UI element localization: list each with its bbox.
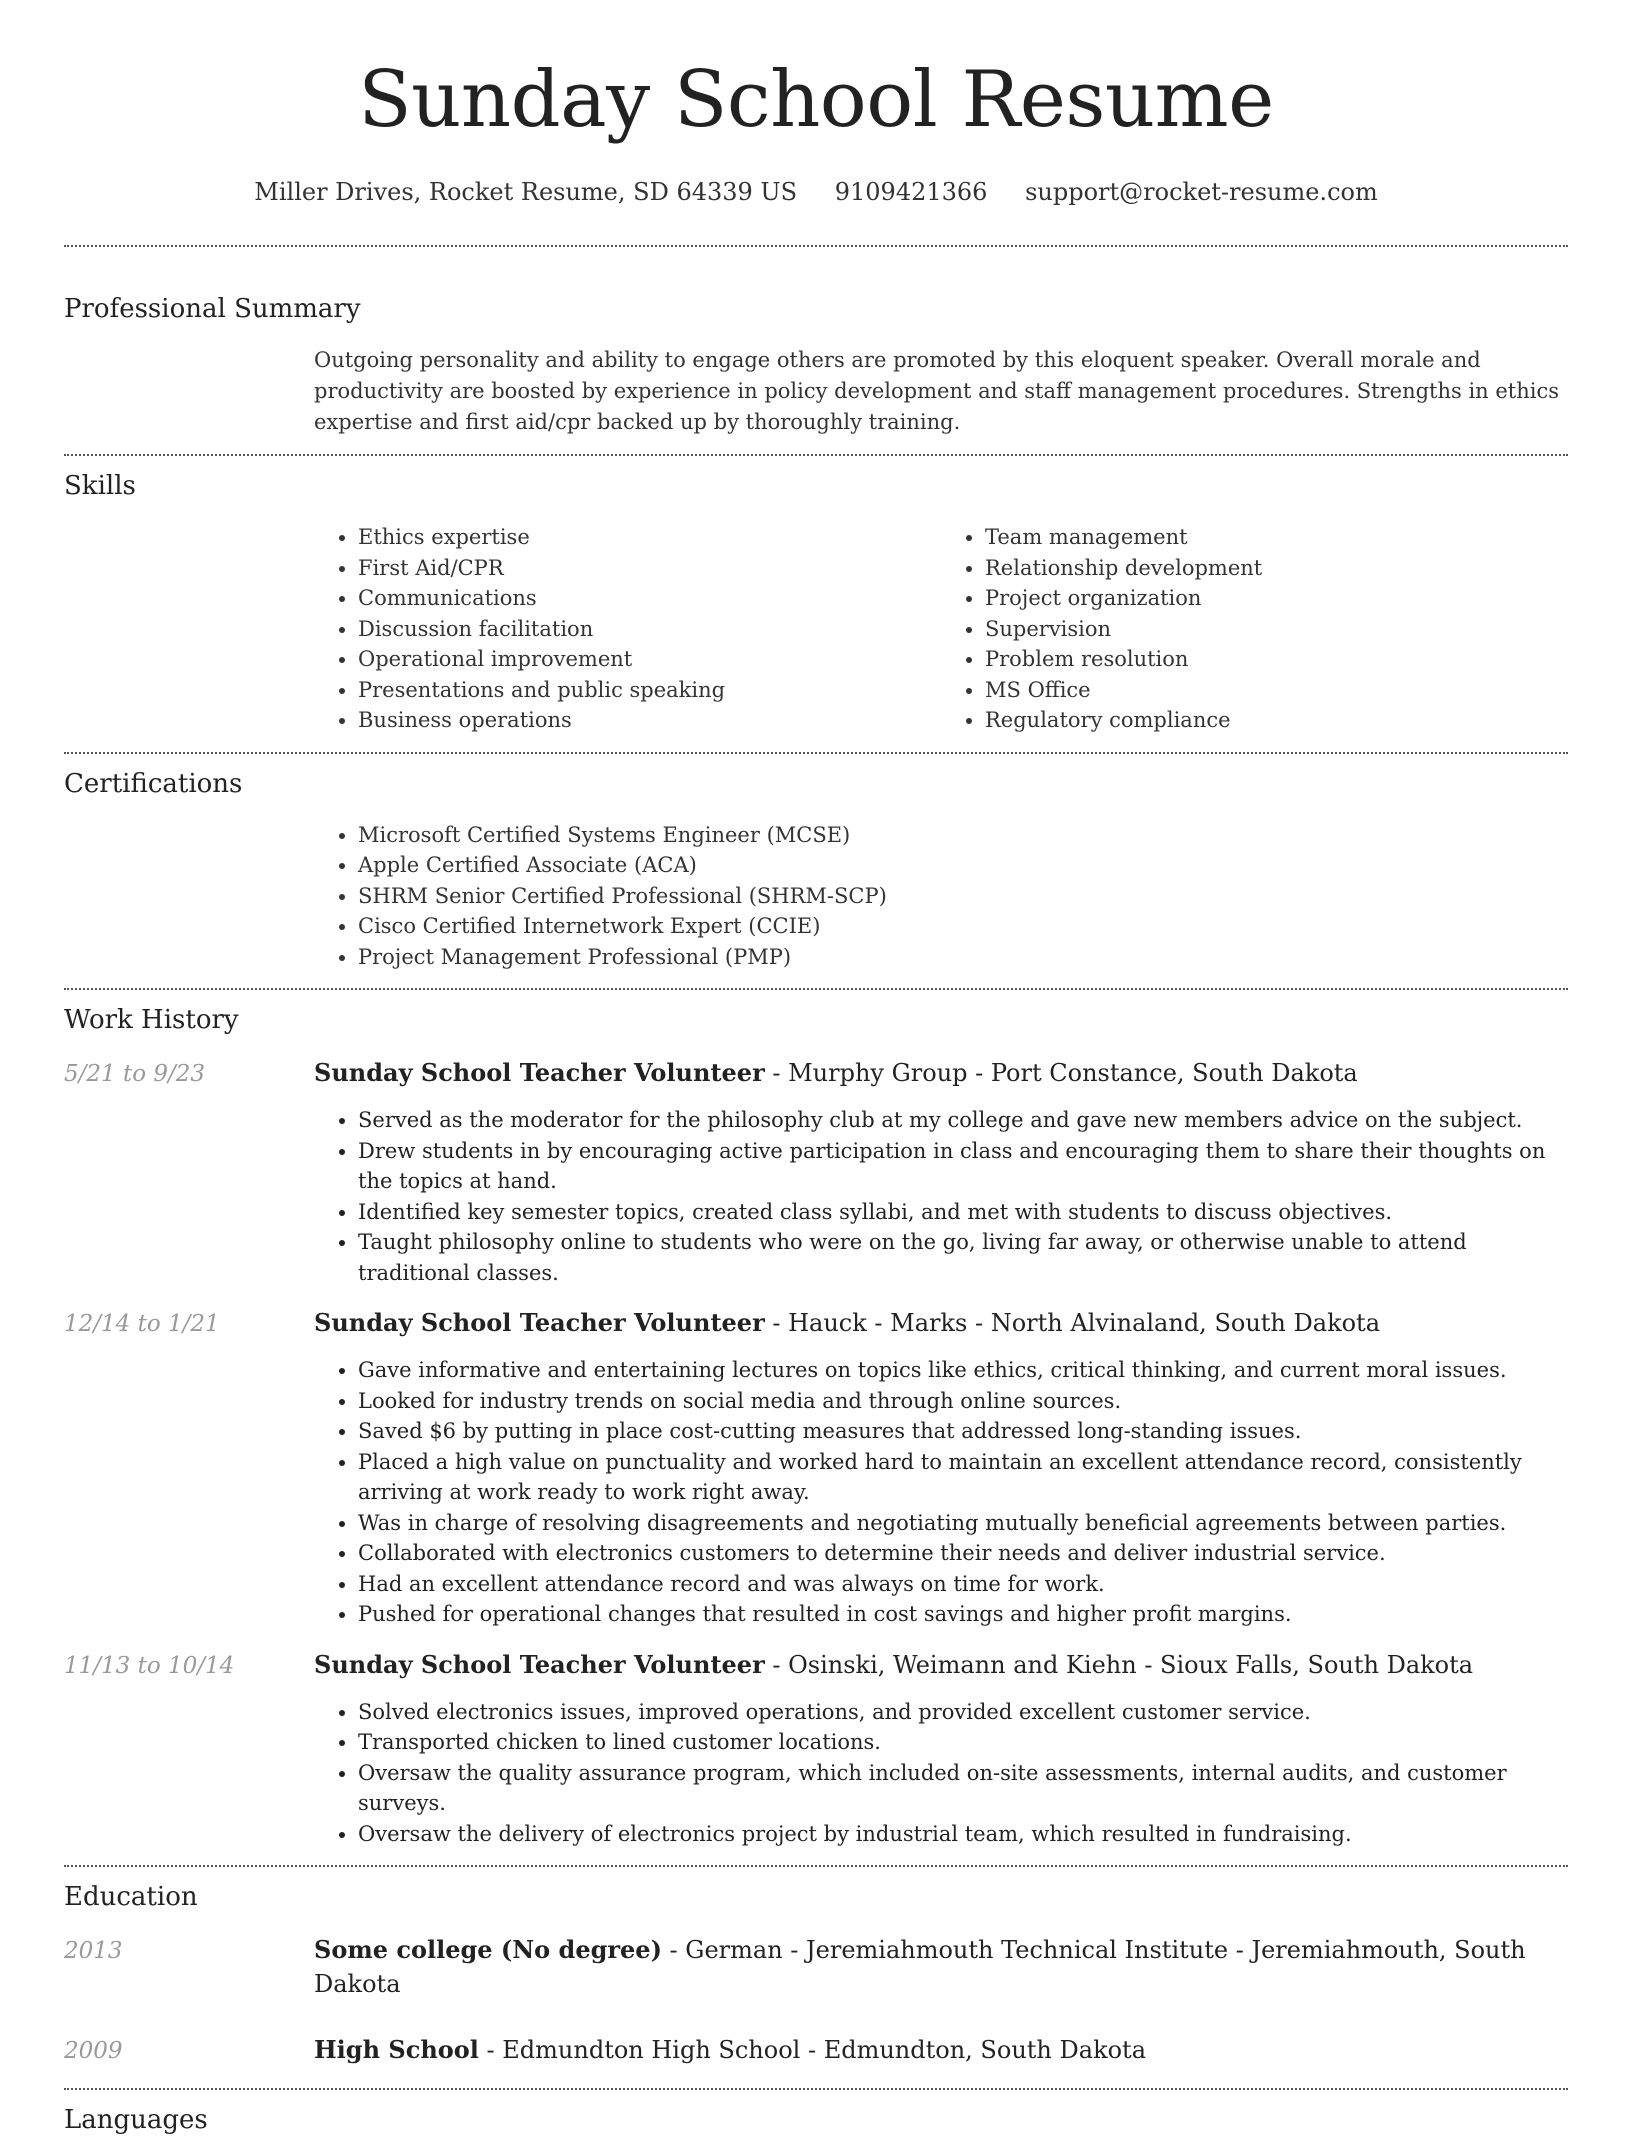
education-year: 2013 (64, 1938, 123, 1964)
education-year: 2009 (64, 2038, 123, 2064)
list-item: • Presentations and public speaking (358, 675, 941, 706)
job-header (64, 1306, 1568, 1341)
list-item: • SHRM Senior Certified Professional (SHRM-SCP) (358, 881, 1568, 912)
list-item: • Oversaw the quality assurance program, which included on-site assessments, internal audits, and customer surveys. (358, 1758, 1568, 1819)
list-item: • Discussion facilitation (358, 614, 941, 645)
list-item: • Project Management Professional (PMP) (358, 942, 1568, 973)
list-item: • Ethics expertise (358, 522, 941, 553)
skills-section (64, 456, 1568, 736)
divider (64, 245, 1568, 247)
summary-text: Outgoing personality and ability to engage others are promoted by this eloquent speaker. Overall morale and productivity are boosted by experience in policy development and staff management procedures. Strengths in ethics expertise and first aid/cpr backed up by thoroughly training. (314, 348, 1560, 434)
list-item: • Microsoft Certified Systems Engineer (MCSE) (358, 820, 1568, 851)
education-details: - German - Jeremiahmouth Technical Institute - Jeremiahmouth, South Dakota (314, 1936, 1526, 1998)
section-title-languages: Languages (64, 2105, 208, 2135)
education-degree: Some college (No degree) (314, 1935, 662, 1964)
certifications-list (314, 820, 1568, 973)
job-entry (64, 1306, 1568, 1630)
list-item: • Communications (358, 583, 941, 614)
list-item: • Problem resolution (985, 644, 1568, 675)
list-item: • Saved $6 by putting in place cost-cutting measures that addressed long-standing issues. (358, 1416, 1568, 1447)
certifications-section (64, 754, 1568, 973)
list-item: • Business operations (358, 705, 941, 736)
list-item: • Operational improvement (358, 644, 941, 675)
list-item: • Looked for industry trends on social media and through online sources. (358, 1386, 1568, 1417)
skills-list-left (314, 522, 941, 736)
education-title (314, 2033, 1146, 2067)
list-item: • Pushed for operational changes that resulted in cost savings and higher profit margins. (358, 1599, 1568, 1630)
job-role: Sunday School Teacher Volunteer (314, 1649, 765, 1679)
job-header (64, 1648, 1568, 1683)
job-bullets (314, 1105, 1568, 1288)
job-details: - Murphy Group - Port Constance, South Dakota (764, 1059, 1358, 1087)
list-item: • Identified key semester topics, created class syllabi, and met with students to discuss objectives. (358, 1197, 1568, 1228)
list-item: • Relationship development (985, 553, 1568, 584)
list-item: • Team management (985, 522, 1568, 553)
list-item: • Was in charge of resolving disagreements and negotiating mutually beneficial agreements between parties. (358, 1508, 1568, 1539)
list-item: • Taught philosophy online to students who were on the go, living far away, or otherwise unable to attend traditional classes. (358, 1227, 1568, 1288)
list-item: • Drew students in by encouraging active participation in class and encouraging them to share their thoughts on the topics at hand. (358, 1136, 1568, 1197)
job-role: Sunday School Teacher Volunteer (314, 1058, 765, 1087)
section-title-certifications: Certifications (64, 768, 243, 799)
job-bullets (314, 1355, 1568, 1630)
list-item: • Cisco Certified Internetwork Expert (CCIE) (358, 911, 1568, 942)
list-item: • Collaborated with electronics customers to determine their needs and deliver industrial service. (358, 1538, 1568, 1569)
resume-header (64, 0, 1568, 208)
job-dates: 11/13 to 10/14 (64, 1652, 235, 1679)
list-item: • Supervision (985, 614, 1568, 645)
job-details: - Hauck - Marks - North Alvinaland, South Dakota (764, 1309, 1381, 1337)
section-title-skills: Skills (64, 471, 136, 501)
resume-title: Sunday School Resume (358, 55, 1274, 145)
job-title (314, 1056, 1358, 1090)
job-header (64, 1056, 1568, 1091)
job-dates: 12/14 to 1/21 (64, 1311, 220, 1337)
list-item: • Project organization (985, 583, 1568, 614)
job-title (314, 1648, 1473, 1682)
job-entry (64, 1056, 1568, 1288)
summary-section (64, 291, 1568, 438)
work-section (64, 990, 1568, 1849)
job-details: - Osinski, Weimann and Kiehn - Sioux Falls, South Dakota (764, 1650, 1474, 1679)
address: Miller Drives, Rocket Resume, SD 64339 US (254, 178, 798, 206)
education-section (64, 1867, 1568, 2068)
section-title-work: Work History (64, 1005, 239, 1035)
skills-columns (314, 522, 1568, 736)
job-bullets (314, 1697, 1568, 1850)
job-entry (64, 1648, 1568, 1850)
section-title-education: Education (64, 1882, 198, 1912)
list-item: • MS Office (985, 675, 1568, 706)
education-title (314, 1933, 1568, 2001)
list-item: • Gave informative and entertaining lectures on topics like ethics, critical thinking, and current moral issues. (358, 1355, 1568, 1386)
list-item: • Served as the moderator for the philosophy club at my college and gave new members advice on the subject. (358, 1105, 1568, 1136)
job-role: Sunday School Teacher Volunteer (314, 1308, 765, 1337)
list-item: • First Aid/CPR (358, 553, 941, 584)
education-details: - Edmundton High School - Edmundton, South Dakota (478, 2036, 1147, 2064)
contact-line (64, 176, 1568, 208)
certifications-bullets (314, 820, 1568, 973)
email: support@rocket-resume.com (1025, 178, 1378, 206)
list-item: • Solved electronics issues, improved operations, and provided excellent customer service. (358, 1697, 1568, 1728)
education-entry (64, 1933, 1568, 2001)
job-title (314, 1306, 1380, 1340)
list-item: • Had an excellent attendance record and was always on time for work. (358, 1569, 1568, 1600)
education-entry (64, 2033, 1568, 2068)
section-title-summary: Professional Summary (64, 294, 361, 324)
education-degree: High School (314, 2035, 479, 2064)
list-item: • Transported chicken to lined customer locations. (358, 1727, 1568, 1758)
phone: 9109421366 (834, 178, 988, 206)
list-item: • Oversaw the delivery of electronics project by industrial team, which resulted in fundraising. (358, 1819, 1568, 1850)
list-item: • Apple Certified Associate (ACA) (358, 850, 1568, 881)
job-dates: 5/21 to 9/23 (64, 1061, 206, 1087)
list-item: • Regulatory compliance (985, 705, 1568, 736)
skills-list-right (941, 522, 1568, 736)
languages-section (64, 2090, 1568, 2138)
list-item: • Placed a high value on punctuality and worked hard to maintain an excellent attendance record, consistently arriving at work ready to work right away. (358, 1447, 1568, 1508)
